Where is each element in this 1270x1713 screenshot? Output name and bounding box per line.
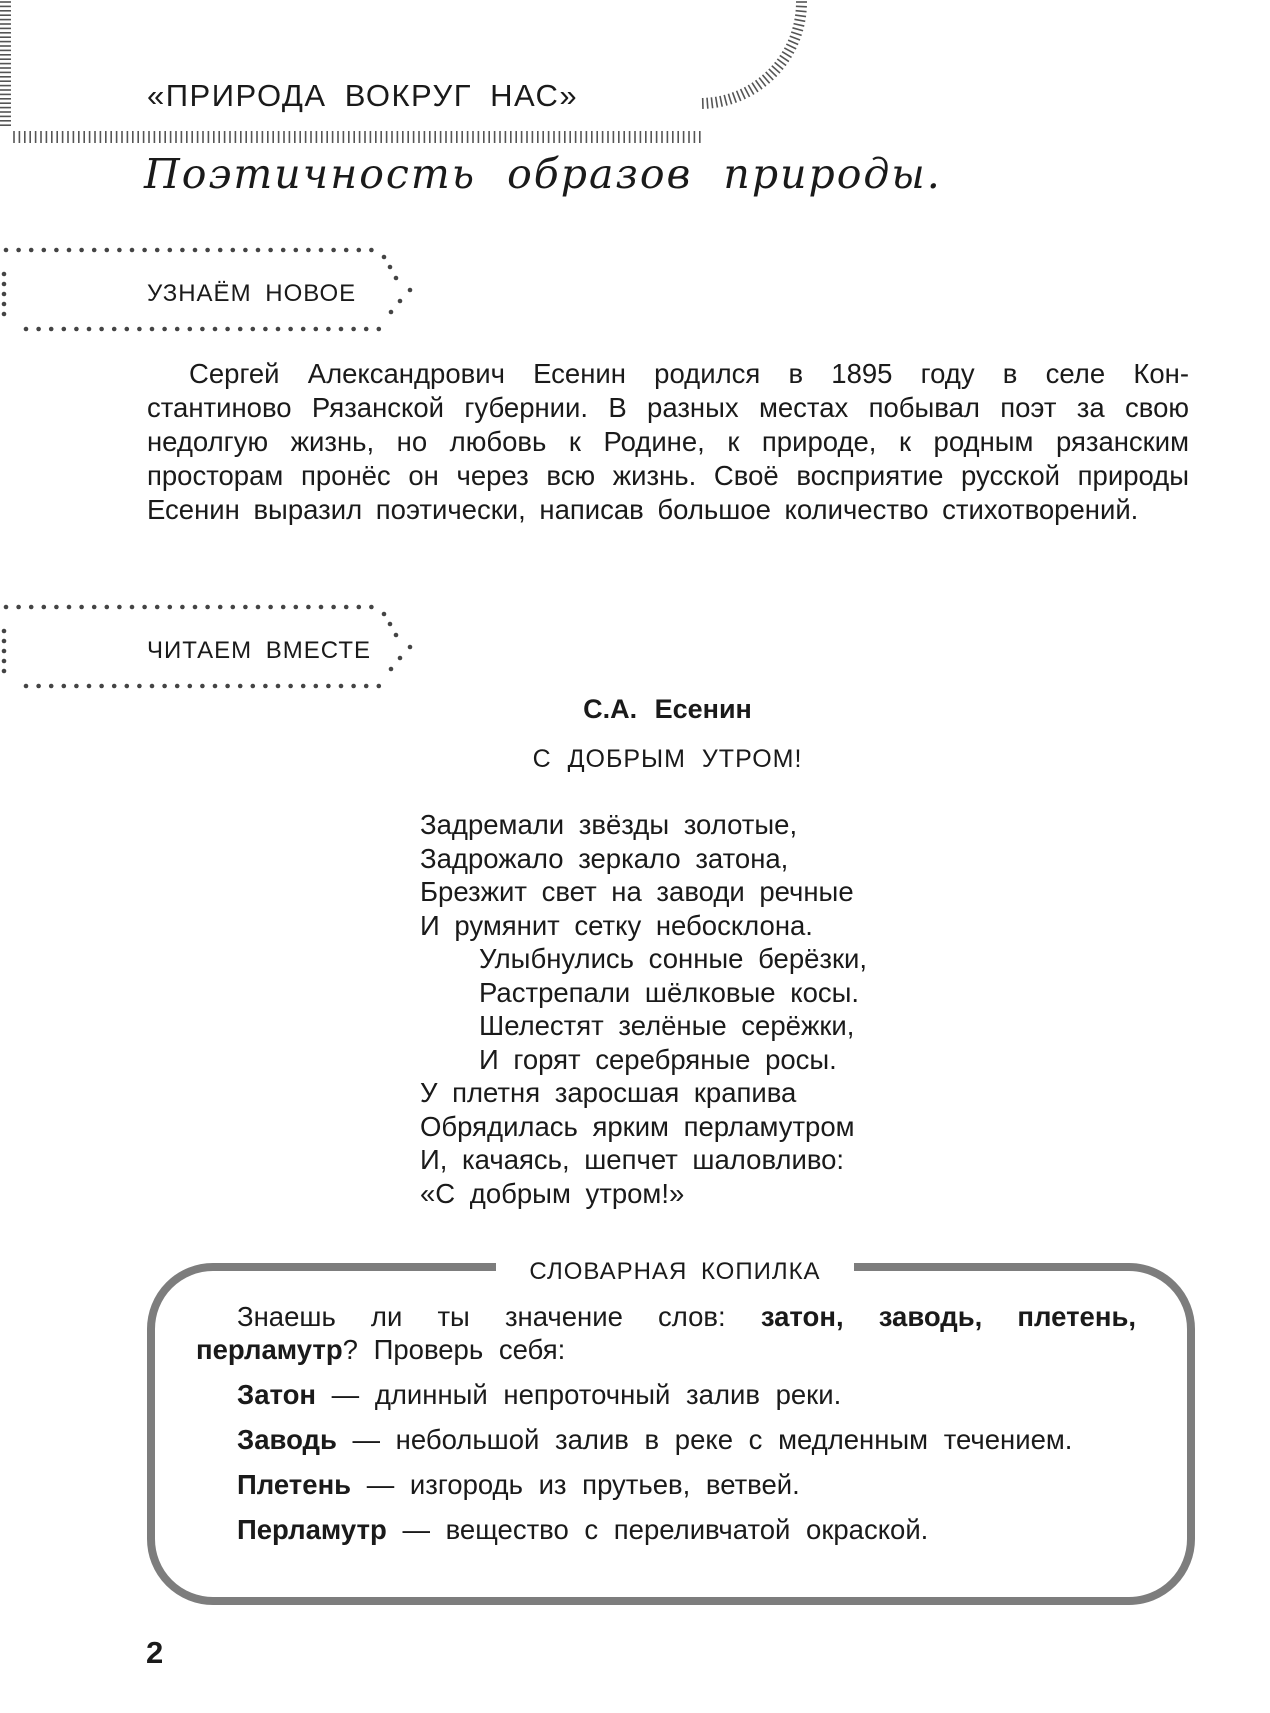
poem-line: Обрядилась ярким перламутром [420, 1110, 855, 1142]
poem-line: Шелестят зелёные серёжки, [479, 1010, 855, 1041]
poem-line: Брезжит свет на заводи речные [420, 876, 854, 907]
definition-item: Затон — длинный непроточный залив реки. [237, 1379, 842, 1410]
biography-text: Сергей Александрович Есенин родился в 1895 году в селе Константиново Рязанской губернии. В разных местах побывал поэт за свою недолгую жизнь, но любовь к Родине, к природе, к родным рязанским просторам пронёс он через всю жизнь. Своё восприятие русской природы Есенин выразил поэтически, написав большое количество стихотворений. [147, 358, 1189, 525]
poem-line: «С добрым утром!» [420, 1177, 685, 1209]
lesson-subtitle: Поэтичность образов природы. [144, 150, 942, 198]
definition-term: Плетень [237, 1469, 352, 1500]
vocabulary-words: затон, заводь, плетень, перламутр [196, 1301, 1137, 1365]
poem-line: И, качаясь, шепчет шаловливо: [420, 1144, 845, 1175]
definition-meaning: вещество с переливчатой окраской. [445, 1514, 929, 1545]
poem-line: Растрепали шёлковые косы. [479, 976, 860, 1008]
poem-line: Задремали звёзды золотые, [420, 809, 798, 840]
definition-item: Перламутр — вещество с переливчатой окраской. [237, 1514, 929, 1545]
definition-meaning: небольшой залив в реке с медленным течением. [395, 1424, 1073, 1455]
vocabulary-content [196, 1300, 1136, 1546]
definition-meaning: изгородь из прутьев, ветвей. [409, 1469, 800, 1500]
poem-text [420, 808, 867, 1210]
poem-line: И горят серебряные росы. [479, 1043, 837, 1075]
vocabulary-question: Знаешь ли ты значение слов: затон, заводь, плетень, перламутр? Проверь себя: [196, 1301, 1137, 1365]
poem-line: Задрожало зеркало затона, [420, 842, 789, 874]
definition-term: Заводь [237, 1424, 337, 1455]
poem-line: У плетня заросшая крапива [420, 1077, 797, 1108]
poem-title: С ДОБРЫМ УТРОМ! [532, 745, 803, 773]
vocabulary-title: СЛОВАРНАЯ КОПИЛКА [496, 1256, 854, 1288]
header-frame [0, 0, 820, 150]
author-biography [147, 357, 1189, 527]
definition-meaning: длинный непроточный залив реки. [374, 1379, 842, 1410]
learn-new-label: УЗНАЁМ НОВОЕ [147, 280, 357, 307]
poem-line: И румянит сетку небосклона. [420, 909, 813, 941]
poem-line: Улыбнулись сонные берёзки, [479, 943, 868, 974]
definition-term: Затон [237, 1379, 317, 1410]
read-together-label: ЧИТАЕМ ВМЕСТЕ [147, 637, 371, 664]
definition-item: Плетень — изгородь из прутьев, ветвей. [237, 1469, 800, 1500]
section-title: «ПРИРОДА ВОКРУГ НАС» [147, 78, 579, 113]
poem-author: С.А. Есенин [583, 694, 752, 724]
page-number: 2 [146, 1635, 164, 1670]
definition-item: Заводь — небольшой залив в реке с медленным течением. [237, 1424, 1073, 1455]
definition-term: Перламутр [237, 1514, 387, 1545]
